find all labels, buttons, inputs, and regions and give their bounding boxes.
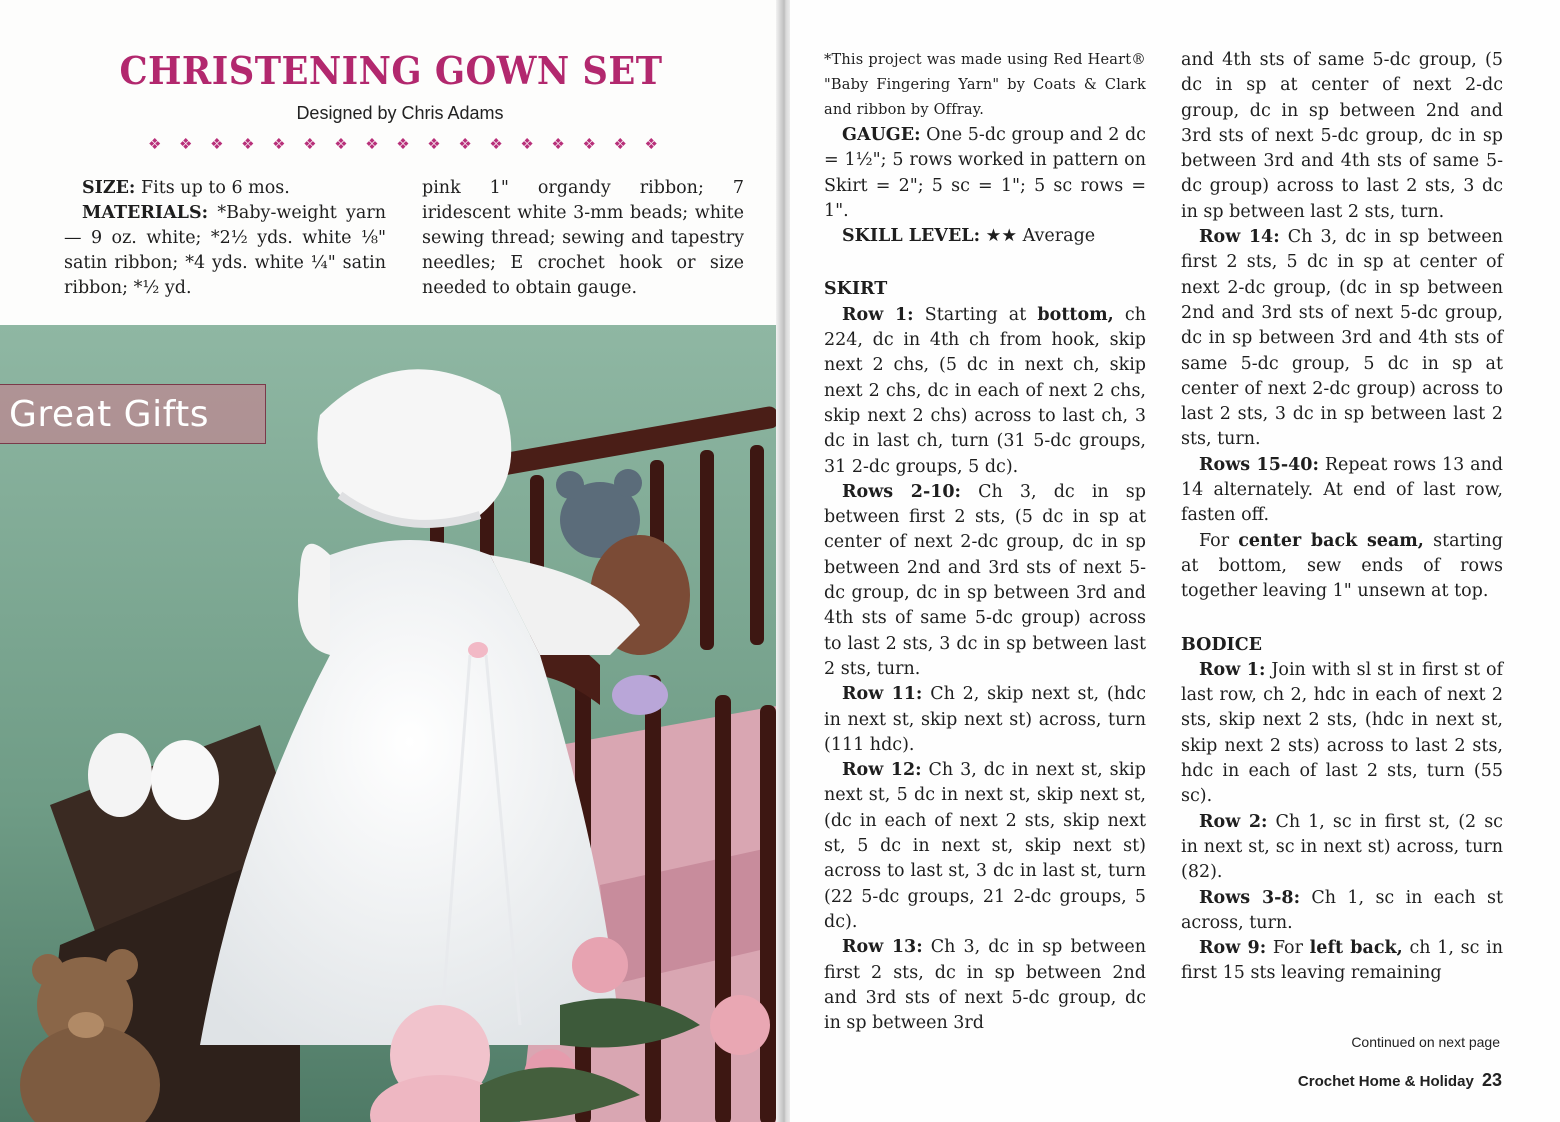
intro-column-left: [64, 176, 386, 301]
instructions-column-1: [824, 48, 1146, 1036]
designer-credit: Designed by Chris Adams: [296, 103, 504, 123]
ornament-glyph: ❖: [644, 135, 658, 153]
ornament-divider: [148, 135, 658, 153]
photo-illustration: [0, 325, 782, 1122]
bodice-row-2: [1181, 810, 1503, 886]
intro-columns: [64, 176, 746, 301]
skirt-rows-2-10: [824, 480, 1146, 682]
bodice-row-1: [1181, 658, 1503, 810]
row-label: Row 1:: [1199, 659, 1266, 680]
row-label: Rows 2-10:: [842, 481, 962, 502]
row-label: Row 1:: [842, 304, 914, 325]
spacer: [1181, 605, 1503, 619]
bodice-header: BODICE: [1181, 634, 1262, 655]
ornament-glyph: ❖: [520, 135, 534, 153]
ornament-glyph: ❖: [334, 135, 348, 153]
spacer: [824, 249, 1146, 263]
materials-label: MATERIALS:: [82, 203, 209, 223]
ornament-glyph: ❖: [241, 135, 255, 153]
row-text: Join with sl st in first st of last row, ch 2, hdc in each of next 2 sts, skip next 2 sts, (hdc in next st, skip next 2 sts) across to last 2 sts, hdc in each of last 2 sts, turn (55 sc).: [1181, 659, 1503, 807]
row-label: Rows 15-40:: [1199, 454, 1319, 475]
size-label: SIZE:: [82, 178, 136, 198]
row-label: Rows 3-8:: [1199, 887, 1301, 908]
skill-text: Average: [1022, 226, 1096, 247]
ornament-glyph: ❖: [148, 135, 162, 153]
gauge-line: [824, 123, 1146, 224]
skirt-row-13-continued: and 4th sts of same 5-dc group, (5 dc in sp at center of next 2-dc group, dc in sp between 2nd and 3rd sts of next 5-dc group, dc in sp between 3rd and 4th sts of same 5-dc group) across to last 2 sts, 3 dc in sp between last 2 sts, turn.: [1181, 50, 1503, 222]
skirt-row-12: [824, 758, 1146, 935]
row-emphasis: left back,: [1309, 938, 1403, 959]
ornament-glyph: ❖: [303, 135, 317, 153]
skirt-row-11: [824, 682, 1146, 758]
materials-line: [64, 201, 386, 301]
row-text: Ch 3, dc in sp between first 2 sts, 5 dc in sp at center of next 2-dc group, (dc in sp between 2nd and 3rd sts of next 5-dc group, dc in sp between 3rd and 4th sts of same 5-dc group, 5 dc in sp at center of next 2-dc group) across to last 2 sts, 3 dc in sp between last 2 sts, turn.: [1181, 227, 1503, 450]
row-emphasis: center back seam,: [1238, 530, 1424, 551]
row-text: Ch 3, dc in sp between first 2 sts, dc in sp between 2nd and 3rd sts of next 5-dc group, dc in sp between 3rd: [824, 937, 1146, 1034]
row-text: Repeat rows 13 and 14 alternately. At end of last row, fasten off.: [1181, 454, 1503, 526]
skirt-row-13: [824, 935, 1146, 1036]
row-label: Row 13:: [842, 937, 923, 958]
row-text: For: [1272, 938, 1303, 959]
skill-line: [824, 224, 1146, 249]
size-line: [64, 176, 386, 201]
ornament-glyph: ❖: [272, 135, 286, 153]
skill-stars: ★★: [985, 226, 1018, 247]
row-label: Row 12:: [842, 760, 922, 781]
project-note: *This project was made using Red Heart® "Baby Fingering Yarn" by Coats & Clark and ribbon by Offray.: [824, 52, 1146, 118]
great-gifts-label: Great Gifts: [0, 384, 266, 444]
page-footer: [1180, 1070, 1502, 1091]
row-label: Row 2:: [1199, 811, 1268, 832]
ornament-glyph: ❖: [458, 135, 472, 153]
skirt-rows-15-40: [1181, 453, 1503, 529]
ornament-glyph: ❖: [613, 135, 627, 153]
row-text: Starting at: [924, 304, 1027, 325]
intro-column-right: [422, 176, 744, 301]
right-page: [790, 0, 1560, 1122]
row-text: Ch 1, sc in each st across, turn.: [1181, 887, 1503, 933]
page-title: CHRISTENING GOWN SET: [119, 48, 663, 93]
row-text: Ch 3, dc in sp between first 2 sts, (5 dc in sp at center of next 2-dc group, dc in sp between 2nd and 3rd sts of next 5-dc group, dc in sp between 3rd and 4th sts of same 5-dc group) across to last 2 sts, 3 dc in sp between last 2 sts, turn.: [824, 481, 1146, 679]
row-text: ch 1, sc in first 15 sts leaving remaining: [1181, 938, 1503, 984]
bodice-rows-3-8: [1181, 886, 1503, 937]
skill-label: SKILL LEVEL:: [842, 226, 981, 247]
row-text: ch 224, dc in 4th ch from hook, skip next 2 chs, (5 dc in next ch, skip next 2 chs, dc in each of next 2 chs, skip next 2 chs) across to last ch, 3 dc in last ch, turn (31 5-dc groups, 31 2-dc groups, 5 dc).: [824, 304, 1146, 477]
materials-continued: pink 1" organdy ribbon; 7 iridescent white 3-mm beads; white sewing thread; sewing and tapestry needles; E crochet hook or size needed to obtain gauge.: [422, 178, 744, 298]
row-emphasis: bottom,: [1037, 304, 1114, 325]
skirt-header: SKIRT: [824, 279, 888, 300]
gauge-label: GAUGE:: [842, 125, 921, 145]
ornament-glyph: ❖: [427, 135, 441, 153]
row-text: For: [1199, 530, 1230, 551]
skirt-row-1: [824, 303, 1146, 480]
magazine-name: Crochet Home & Holiday: [1297, 1073, 1474, 1090]
center-back-seam: [1181, 529, 1503, 605]
ornament-glyph: ❖: [489, 135, 503, 153]
row-label: Row 14:: [1199, 227, 1280, 248]
row-text: Ch 3, dc in next st, skip next st, 5 dc in next st, skip next st, (dc in each of next 2 sts, skip next st, 5 dc in next st, skip next st) across to last st, 3 dc in last st, turn (22 5-dc groups, 21 2-dc groups, 5 dc).: [824, 760, 1146, 932]
ornament-glyph: ❖: [551, 135, 565, 153]
gauge-text: One 5-dc group and 2 dc = 1½"; 5 rows worked in pattern on Skirt = 2"; 5 sc = 1"; 5 sc rows = 1".: [824, 125, 1146, 221]
ornament-glyph: ❖: [396, 135, 410, 153]
row-label: Row 9:: [1199, 938, 1267, 959]
row-text: Ch 1, sc in first st, (2 sc in next st, sc in next st) across, turn (82).: [1181, 811, 1503, 883]
row-label: Row 11:: [842, 684, 923, 705]
christening-gown-photo: [0, 325, 782, 1122]
size-text: Fits up to 6 mos.: [140, 178, 290, 198]
continued-note: Continued on next page: [1351, 1034, 1500, 1050]
ornament-glyph: ❖: [179, 135, 193, 153]
bodice-row-9: [1181, 936, 1503, 987]
ornament-glyph: ❖: [582, 135, 596, 153]
page-number: 23: [1481, 1070, 1502, 1090]
row-text: starting at bottom, sew ends of rows together leaving 1" unsewn at top.: [1181, 530, 1503, 602]
instructions-column-2: [1181, 48, 1503, 987]
ornament-glyph: ❖: [365, 135, 379, 153]
materials-text: *Baby-weight yarn — 9 oz. white; *2½ yds. white ⅛" satin ribbon; *4 yds. white ¼" satin ribbon; *½ yd.: [64, 203, 386, 298]
ornament-glyph: ❖: [210, 135, 224, 153]
skirt-row-14: [1181, 225, 1503, 453]
row-text: Ch 2, skip next st, (hdc in next st, skip next st) across, turn (111 hdc).: [824, 684, 1146, 755]
